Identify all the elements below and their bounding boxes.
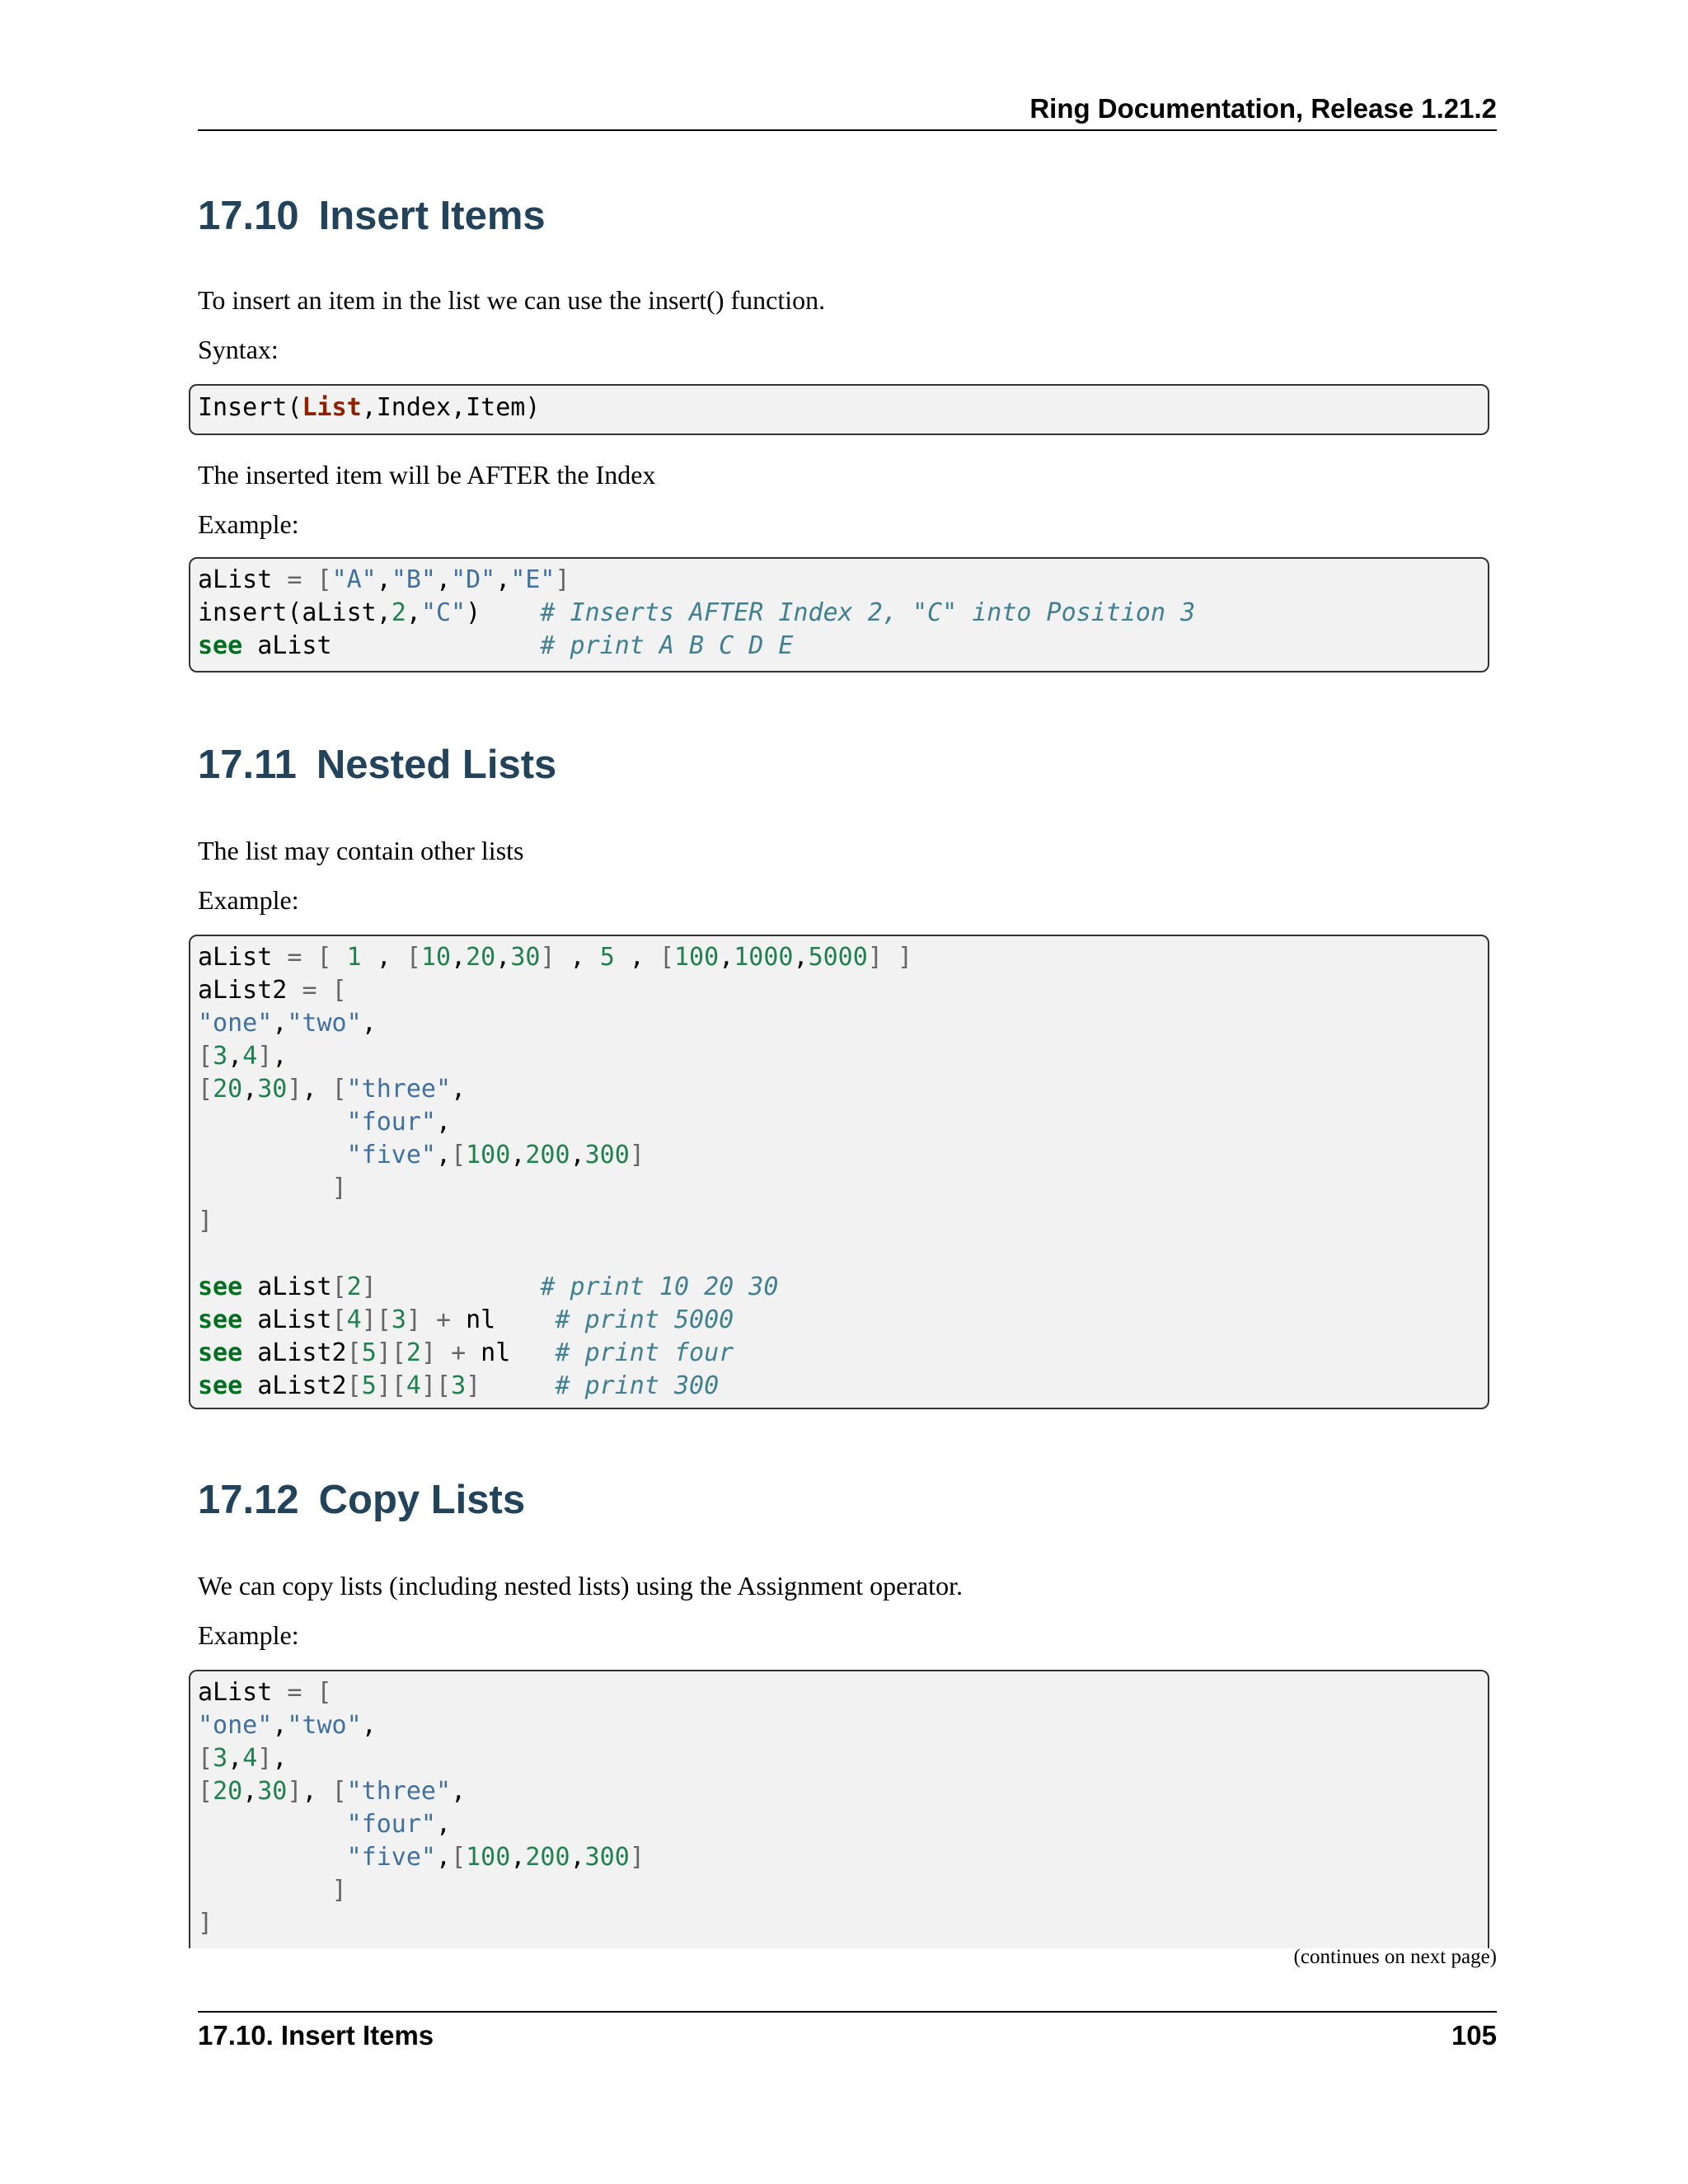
example-label-2: Example:	[198, 885, 299, 915]
section-number: 17.10	[198, 194, 299, 238]
nested-intro: The list may contain other lists	[198, 836, 524, 865]
footer-section: 17.10. Insert Items	[198, 2020, 434, 2050]
section-heading-nested-lists	[198, 740, 556, 790]
syntax-label: Syntax:	[198, 335, 279, 364]
syntax-code: Insert(List,Index,Item)	[198, 393, 541, 422]
header-rule	[198, 129, 1497, 131]
section-number: 17.11	[198, 743, 297, 787]
continues-note: (continues on next page)	[1293, 1946, 1497, 1968]
insert-intro: To insert an item in the list we can use the insert() function.	[198, 285, 826, 315]
section-heading-copy-lists	[198, 1475, 525, 1525]
code-insert-example: aList = ["A","B","D","E"] insert(aList,2,"C") # Inserts AFTER Index 2, "C" into Position 3 see aList # print A B C D E	[198, 565, 1196, 660]
section-title: Copy Lists	[318, 1478, 526, 1522]
running-header: Ring Documentation, Release 1.21.2	[1029, 93, 1497, 124]
example-label-3: Example:	[198, 1620, 299, 1650]
code-copy-example: aList = [ "one","two", [3,4], [20,30], ["three", "four", "five",[100,200,300] ] ]	[198, 1678, 645, 1938]
section-title: Nested Lists	[316, 743, 557, 787]
copy-intro: We can copy lists (including nested lists) using the Assignment operator.	[198, 1571, 963, 1601]
code-nested-example: aList = [ 1 , [10,20,30] , 5 , [100,1000,5000] ] aList2 = [ "one","two", [3,4], [20,30], ["three", "four", "five",[100,200,300] ] ] see aList[2] # print 10 20 30 see aList[4][3] + nl # print 5000 see aList2[5][2] + nl # print four see aList2[5][4][3] # print 300	[198, 943, 912, 1400]
example-label-1: Example:	[198, 509, 299, 539]
section-title: Insert Items	[318, 194, 546, 238]
footer-rule	[198, 2011, 1497, 2013]
section-heading-insert-items	[198, 191, 546, 241]
section-number: 17.12	[198, 1478, 299, 1522]
page-number: 105	[1451, 2020, 1497, 2050]
insert-note: The inserted item will be AFTER the Index	[198, 460, 656, 490]
